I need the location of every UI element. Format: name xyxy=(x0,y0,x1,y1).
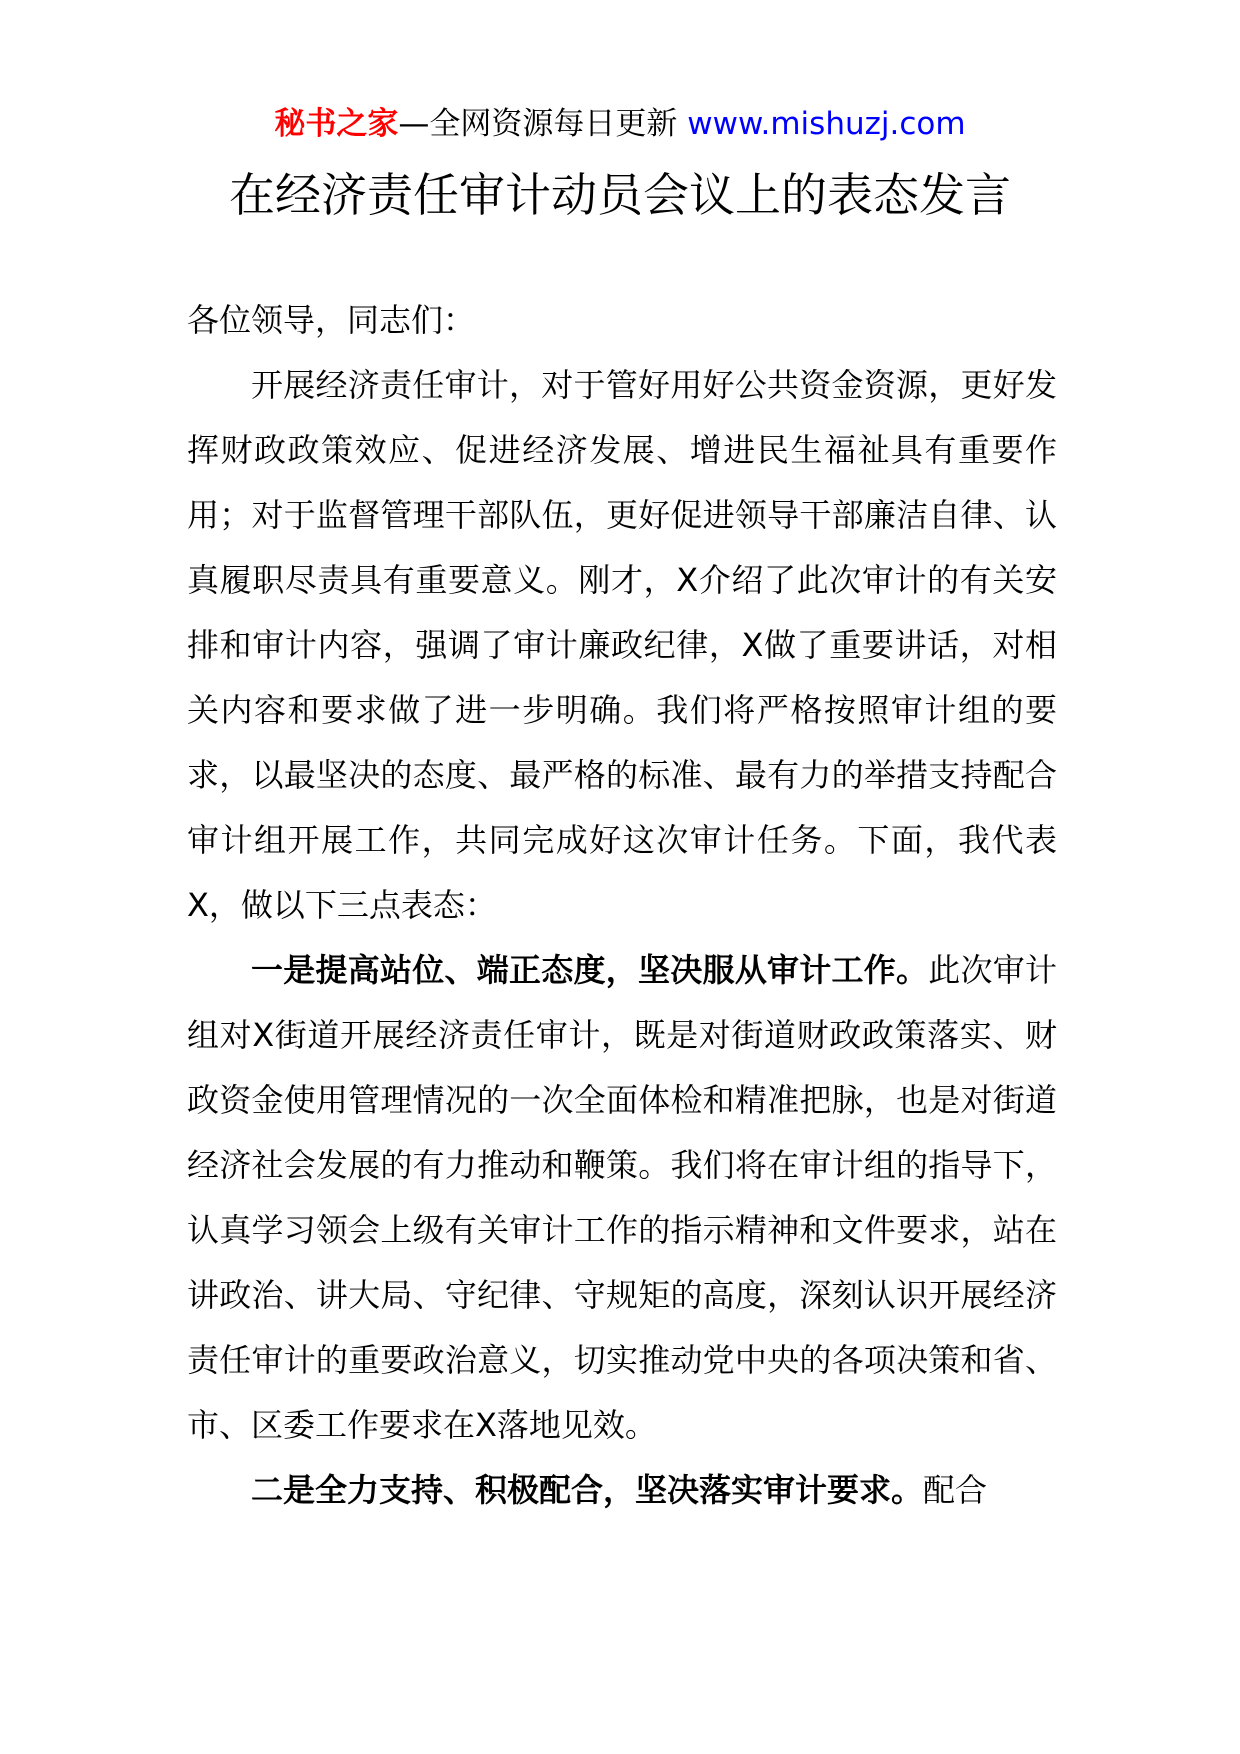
paragraph-point-two xyxy=(187,1458,1057,1523)
paragraph-text: 开展经济责任审计，对于管好用好公共资金资源，更好发挥财政政策效应、促进经济发展、增进民生福祉具有重要作用；对于监督管理干部队伍，更好促进领导干部廉洁自律、认真履职尽责具有重要意义。刚才，X介绍了此次审计的有关安排和审计内容，强调了审计廉政纪律，X做了重要讲话，对相关内容和要求做了进一步明确。我们将严格按照审计组的要求，以最坚决的态度、最严格的标准、最有力的举措支持配合审计组开展工作，共同完成好这次审计任务。下面，我代表X，做以下三点表态： xyxy=(187,366,1057,924)
paragraph-text: 此次审计组对X街道开展经济责任审计，既是对街道财政政策落实、财政资金使用管理情况的一次全面体检和精准把脉，也是对街道经济社会发展的有力推动和鞭策。我们将在审计组的指导下，认真学习领会上级有关审计工作的指示精神和文件要求，站在讲政治、讲大局、守纪律、守规矩的高度，深刻认识开展经济责任审计的重要政治意义，切实推动党中央的各项决策和省、市、区委工作要求在X落地见效。 xyxy=(187,951,1057,1444)
site-url-link[interactable]: www.mishuzj.com xyxy=(687,106,966,142)
site-header xyxy=(0,100,1240,148)
brand-name: 秘书之家 xyxy=(274,106,399,142)
site-slogan: —全网资源每日更新 xyxy=(398,106,678,142)
document-title: 在经济责任审计动员会议上的表态发言 xyxy=(229,168,1011,222)
paragraph-lead: 一是提高站位、端正态度，坚决服从审计工作。 xyxy=(251,951,929,989)
salutation: 各位领导，同志们： xyxy=(187,301,476,339)
paragraph-lead: 二是全力支持、积极配合，坚决落实审计要求。 xyxy=(251,1471,924,1509)
paragraph-point-one xyxy=(187,938,1057,1458)
document-body xyxy=(187,288,1057,1523)
paragraph-text: 配合 xyxy=(923,1471,988,1509)
paragraph-intro xyxy=(187,353,1057,938)
